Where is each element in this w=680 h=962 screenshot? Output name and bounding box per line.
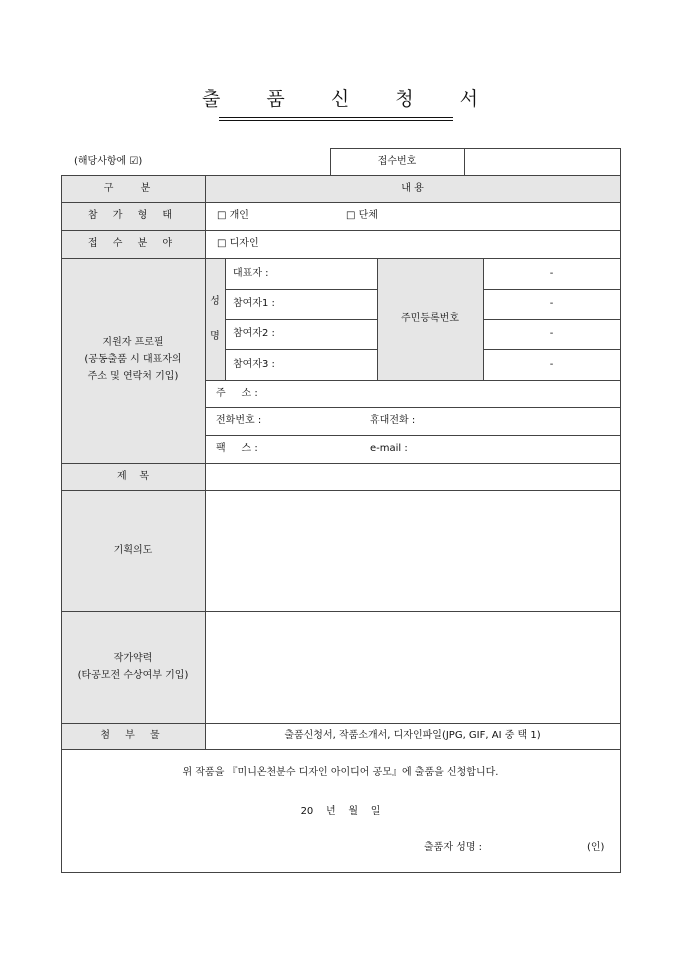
- career-label-line: (타공모전 수상여부 기입): [77, 670, 189, 681]
- applicant-profile-label: [61, 334, 205, 385]
- table-line: [225, 258, 226, 380]
- table-line: [61, 723, 621, 724]
- attachments-value: 출품신청서, 작품소개서, 디자인파일(JPG, GIF, AI 중 택 1): [284, 730, 541, 741]
- participant2-name-field[interactable]: 참여자2 :: [233, 328, 275, 339]
- table-line: [205, 435, 621, 436]
- attachments-label: 첨 부 물: [100, 730, 166, 741]
- applicant-label-line: 주소 및 연락처 기입): [87, 371, 179, 382]
- table-line: [61, 258, 621, 259]
- subject-field[interactable]: [210, 468, 616, 486]
- resident-id-label: 주민등록번호: [401, 313, 459, 324]
- table-line: [61, 175, 621, 176]
- applicant-label-line: 지원자 프로필: [102, 337, 164, 348]
- resident-id-field[interactable]: -: [549, 298, 554, 309]
- seal-mark: (인): [587, 842, 605, 853]
- date-line[interactable]: 20 년 월 일: [300, 806, 381, 817]
- participant1-name-field[interactable]: 참여자1 :: [233, 298, 275, 309]
- career-field[interactable]: [210, 616, 616, 718]
- fax-field[interactable]: 팩 스 :: [216, 443, 258, 454]
- mobile-field[interactable]: 휴대전화 :: [370, 415, 416, 426]
- table-line: [61, 230, 621, 231]
- career-label: [61, 650, 205, 684]
- receipt-number-label: 접수번호: [377, 156, 417, 167]
- option-group-checkbox[interactable]: □ 단체: [346, 210, 378, 221]
- planning-intent-label: 기획의도: [113, 545, 153, 556]
- table-line: [225, 349, 377, 350]
- table-bottom-line: [61, 872, 621, 873]
- applicant-signature-label[interactable]: 출품자 성명 :: [424, 842, 483, 853]
- phone-field[interactable]: 전화번호 :: [216, 415, 262, 426]
- name-label-char: 명: [210, 331, 220, 342]
- checkbox-note: (해당사항에 ☑): [74, 156, 143, 167]
- table-line: [483, 319, 621, 320]
- submission-field-label: 접 수 분 야: [87, 238, 179, 249]
- table-line: [205, 407, 621, 408]
- table-line: [61, 463, 621, 464]
- career-label-line: 작가약력: [113, 653, 153, 664]
- table-line: [205, 175, 206, 749]
- participant3-name-field[interactable]: 참여자3 :: [233, 359, 275, 370]
- table-line: [483, 349, 621, 350]
- resident-id-field[interactable]: -: [549, 359, 554, 370]
- resident-id-field[interactable]: -: [549, 328, 554, 339]
- title-underline-top: [219, 117, 453, 118]
- table-line: [483, 289, 621, 290]
- receipt-top-line: [330, 148, 621, 149]
- document-title: 출 품 신 청 서: [202, 88, 498, 110]
- table-line: [225, 319, 377, 320]
- name-label-char: 성: [210, 296, 220, 307]
- option-design-checkbox[interactable]: □ 디자인: [217, 238, 259, 249]
- applicant-label-line: (공동출품 시 대표자의: [84, 354, 182, 365]
- planning-intent-field[interactable]: [210, 495, 616, 605]
- representative-name-field[interactable]: 대표자 :: [233, 268, 269, 279]
- table-line: [205, 380, 621, 381]
- table-line: [61, 611, 621, 612]
- table-line: [225, 289, 377, 290]
- content-header: 내 용: [401, 183, 424, 194]
- application-statement: 위 작품을 『미니온천분수 디자인 아이디어 공모』에 출품을 신청합니다.: [182, 767, 499, 778]
- subject-label: 제 목: [116, 471, 150, 482]
- option-individual-checkbox[interactable]: □ 개인: [217, 210, 249, 221]
- table-line: [61, 202, 621, 203]
- participation-type-label: 참 가 형 태: [87, 210, 179, 221]
- category-header: 구 분: [103, 183, 163, 194]
- address-field[interactable]: 주 소 :: [216, 388, 258, 399]
- resident-id-field[interactable]: -: [549, 268, 554, 279]
- table-line: [61, 490, 621, 491]
- title-underline-bottom: [219, 120, 453, 121]
- name-label-bg: [205, 258, 225, 380]
- email-field[interactable]: e-mail :: [370, 443, 408, 454]
- table-right-border: [620, 148, 621, 872]
- table-line: [61, 749, 621, 750]
- table-line: [464, 148, 465, 175]
